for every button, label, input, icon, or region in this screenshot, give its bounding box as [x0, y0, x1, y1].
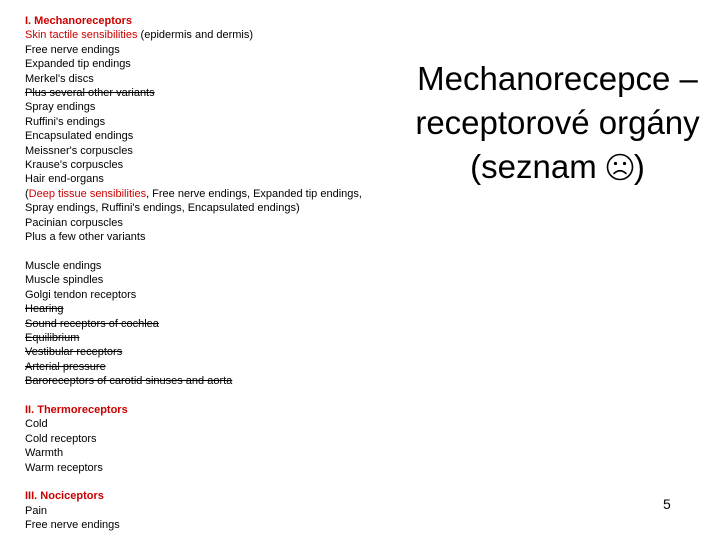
struck-item: Hearing: [25, 303, 64, 316]
list-item: Encapsulated endings: [25, 130, 134, 143]
list-item: Expanded tip endings: [25, 58, 131, 71]
spacer: [25, 245, 385, 259]
list-item: Warm receptors: [25, 461, 103, 474]
list-item: Hair end-organs: [25, 173, 104, 186]
list-item: Krause's corpuscles: [25, 159, 124, 172]
frown-face-icon: [606, 153, 634, 181]
mechano-heading: I. Mechanoreceptors: [25, 15, 132, 27]
list-item: Pain: [25, 504, 48, 517]
struck-item: Baroreceptors of carotid sinuses and aorta: [25, 375, 233, 388]
title-line-3-pre: (seznam: [470, 148, 606, 185]
title-line-1: Mechanorecepce –: [417, 60, 698, 97]
struck-item: Sound receptors of cochlea: [25, 317, 159, 330]
list-item: Cold receptors: [25, 432, 97, 445]
struck-item: Vestibular receptors: [25, 346, 123, 359]
list-item: Meissner's corpuscles: [25, 144, 133, 157]
title-line-2: receptorové orgány: [415, 104, 700, 141]
deep-line: [25, 187, 385, 216]
thermo-heading: II. Thermoreceptors: [25, 403, 128, 416]
spacer: [25, 475, 385, 489]
list-item: Warmth: [25, 447, 64, 460]
deep-rest: , Free nerve endings, Expanded tip endings, Spray endings, Ruffini's endings, Encapsulated endings): [25, 187, 362, 215]
receptor-list: [25, 14, 385, 533]
list-item: Ruffini's endings: [25, 115, 106, 128]
list-item: Plus a few other variants: [25, 231, 146, 244]
struck-item: Arterial pressure: [25, 360, 106, 373]
deep-open: (: [25, 187, 29, 200]
title-line-3: [395, 145, 720, 189]
list-item: Spray endings: [25, 101, 96, 114]
list-item: Muscle spindles: [25, 274, 104, 287]
list-item: Pacinian corpuscles: [25, 216, 123, 229]
list-item: Merkel's discs: [25, 72, 94, 85]
list-item: Cold: [25, 418, 48, 431]
spacer: [25, 389, 385, 403]
list-item: Free nerve endings: [25, 43, 120, 56]
skin-line: [25, 28, 385, 42]
struck-item: Plus several other variants: [25, 87, 155, 100]
title-line-3-post: ): [633, 148, 645, 185]
struck-item: Equilibrium: [25, 331, 80, 344]
skin-label: Skin tactile sensibilities: [25, 29, 138, 42]
slide-title: [395, 57, 720, 189]
skin-suffix: (epidermis and dermis): [137, 29, 254, 42]
page-number: 5: [663, 496, 671, 512]
list-item: Muscle endings: [25, 259, 102, 272]
deep-label: Deep tissue sensibilities: [28, 187, 147, 200]
list-item: Golgi tendon receptors: [25, 288, 137, 301]
list-item: Free nerve endings: [25, 519, 120, 532]
noci-heading: III. Nociceptors: [25, 490, 104, 503]
